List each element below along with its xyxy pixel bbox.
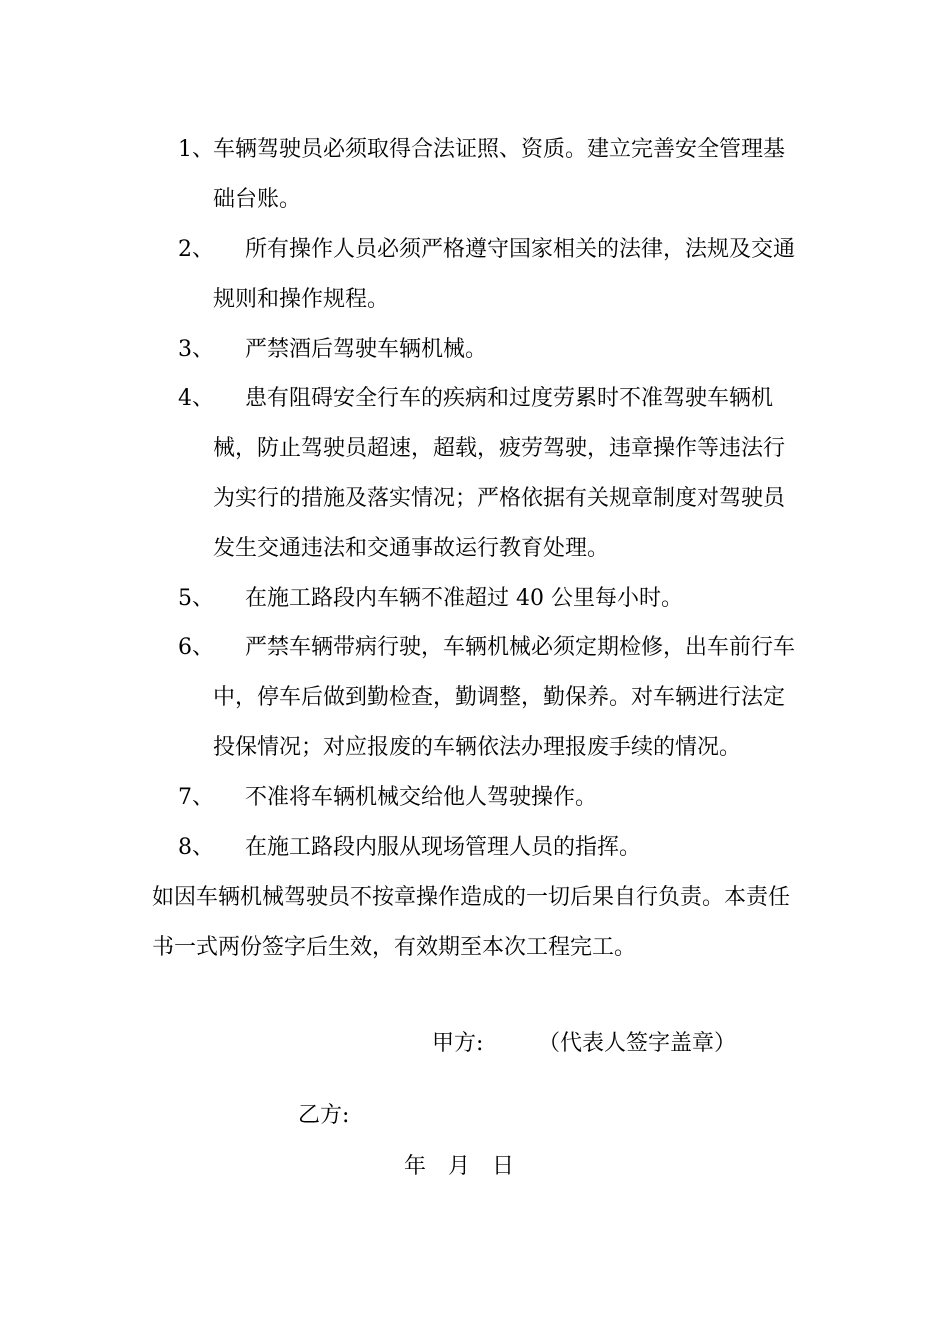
party-b-label: 乙方:	[298, 1103, 350, 1128]
closing-paragraph: 如因车辆机械驾驶员不按章操作造成的一切后果自行负责。本责任书一式两份签字后生效，有效期至本次工程完工。	[152, 885, 791, 960]
clause-text: 患有阻碍安全行车的疾病和过度劳累时不准驾驶车辆机械，防止驾驶员超速，超载，疲劳驾驶，违章操作等违法行为实行的措施及落实情况；严格依据有关规章制度对驾驶员发生交通违法和交通事故运行教育处理。	[213, 386, 786, 561]
clause-text: 在施工路段内车辆不准超过 40 公里每小时。	[245, 586, 683, 611]
clause-number: 4、	[178, 386, 214, 411]
representative-signature-note: （代表人签字盖章）	[538, 1031, 737, 1056]
clause-number: 5、	[178, 586, 214, 611]
clause-text: 所有操作人员必须严格遵守国家相关的法律，法规及交通规则和操作规程。	[213, 237, 796, 312]
clause-6	[178, 623, 798, 773]
clause-number: 8、	[178, 835, 214, 860]
clause-7	[178, 773, 798, 823]
clause-number: 7、	[178, 785, 214, 810]
clause-number: 2、	[178, 237, 214, 262]
clause-text: 严禁车辆带病行驶，车辆机械必须定期检修，出车前行车中，停车后做到勤检查，勤调整，勤保养。对车辆进行法定投保情况；对应报废的车辆依法办理报废手续的情况。	[213, 635, 796, 760]
clause-number: 6、	[178, 635, 214, 660]
clause-1	[178, 125, 798, 225]
clause-text: 不准将车辆机械交给他人驾驶操作。	[245, 785, 598, 810]
clause-text: 严禁酒后驾驶车辆机械。	[245, 337, 488, 362]
clause-5	[178, 574, 798, 624]
date-line: 年 月 日	[404, 1154, 515, 1179]
party-a-label: 甲方:	[432, 1031, 484, 1056]
clause-3	[178, 325, 798, 375]
clause-number: 1、	[178, 137, 214, 162]
clause-2	[178, 225, 798, 325]
clause-text: 在施工路段内服从现场管理人员的指挥。	[245, 835, 642, 860]
clause-number: 3、	[178, 337, 214, 362]
clause-4	[178, 374, 798, 574]
clause-8	[178, 823, 798, 873]
clause-text: 车辆驾驶员必须取得合法证照、资质。建立完善安全管理基础台账。	[213, 137, 786, 212]
